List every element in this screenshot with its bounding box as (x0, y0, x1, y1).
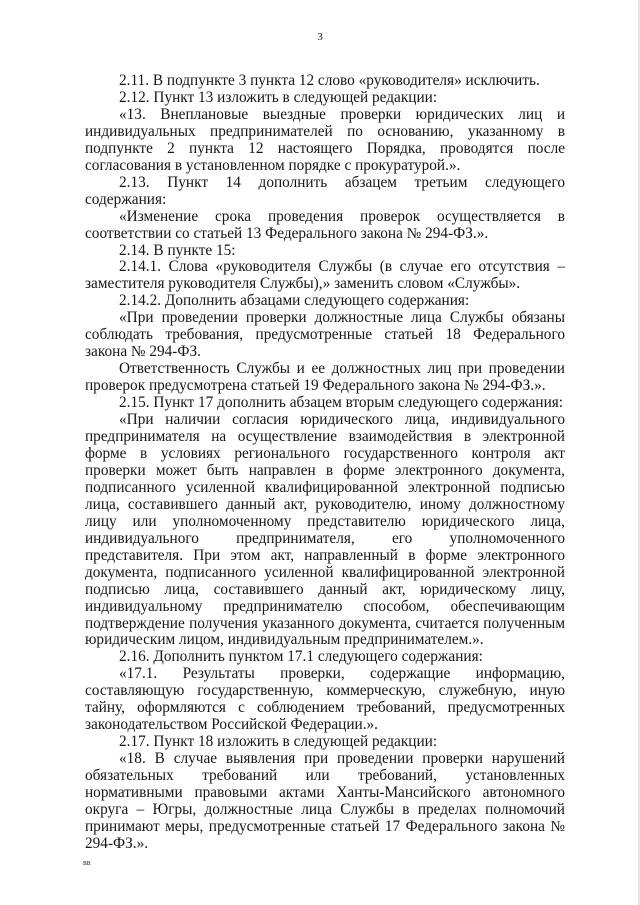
quote-item-13: «13. Внеплановые выездные проверки юридических лиц и индивидуальных предпринимателей по основанию, указанному в подпункте 2 пункта 12 настоящего Порядка, проводятся после согласования в установленном порядке с прокуратурой.». (85, 105, 565, 174)
quote-change-term: «Изменение срока проведения проверок осуществляется в соответствии со статьей 13 Федерального закона № 294-ФЗ.». (85, 207, 565, 242)
paragraph-2-14-2: 2.14.2. Дополнить абзацами следующего содержания: (119, 292, 470, 310)
paragraph-2-16: 2.16. Дополнить пунктом 17.1 следующего содержания: (119, 648, 483, 666)
quote-electronic-act: «При наличии согласия юридического лица, индивидуального предпринимателя на осуществление взаимодействия в электронной форме в условиях регионального государственного контроля акт проверки может быть направлен в форме электронного документа, подписанного усиленной квалифицированной электронной подписью лица, составившего данный акт, руководителю, иному должностному лицу или уполномоченному представителю юридического лица, индивидуального предпринимателя, его уполномоченного представителя. При этом акт, направленный в форме электронного документа, подписанного усиленной квалифицированной электронной подписью лица, составившего данный акт, юридическому лицу, индивидуальному предпринимателю способом, обеспечивающим подтверждение получения указанного документа, считается полученным юридическим лицом, индивидуальным предпринимателем.». (85, 411, 565, 649)
paragraph-2-17: 2.17. Пункт 18 изложить в следующей редакции: (119, 733, 438, 751)
quote-item-17-1: «17.1. Результаты проверки, содержащие информацию, составляющую государственную, коммерческую, служебную, иную тайну, оформляются с соблюдением требований, предусмотренных законодательством Российской Федерации.». (85, 665, 565, 734)
paragraph-2-13: 2.13. Пункт 14 дополнить абзацем третьим следующего содержания: (85, 173, 565, 208)
quote-responsibility: Ответственность Службы и ее должностных лиц при проведении проверок предусмотрена статьей 19 Федерального закона № 294-ФЗ.». (85, 360, 565, 395)
paragraph-2-14: 2.14. В пункте 15: (119, 241, 236, 259)
footer-initials: вв (83, 858, 91, 867)
paragraph-2-14-1: 2.14.1. Слова «руководителя Службы (в случае его отсутствия – заместителя руководителя Службы),» заменить словом «Службы». (85, 258, 565, 293)
paragraph-2-15: 2.15. Пункт 17 дополнить абзацем вторым следующего содержания: (119, 394, 564, 412)
quote-item-18: «18. В случае выявления при проведении проверки нарушений обязательных требований или требований, установленных нормативными правовыми актами Ханты-Мансийского автономного округа – Югры, должностные лица Службы в пределах полномочий принимают меры, предусмотренные статьей 17 Федерального закона № 294-ФЗ.». (85, 750, 565, 852)
document-body (85, 73, 565, 853)
page-number: 3 (317, 31, 323, 43)
quote-requirements: «При проведении проверки должностные лица Службы обязаны соблюдать требования, предусмотренные статьей 18 Федерального закона № 294-ФЗ. (85, 309, 565, 361)
paragraph-2-12: 2.12. Пункт 13 изложить в следующей редакции: (119, 88, 438, 106)
paragraph-2-11: 2.11. В подпункте 3 пункта 12 слово «руководителя» исключить. (119, 72, 540, 89)
